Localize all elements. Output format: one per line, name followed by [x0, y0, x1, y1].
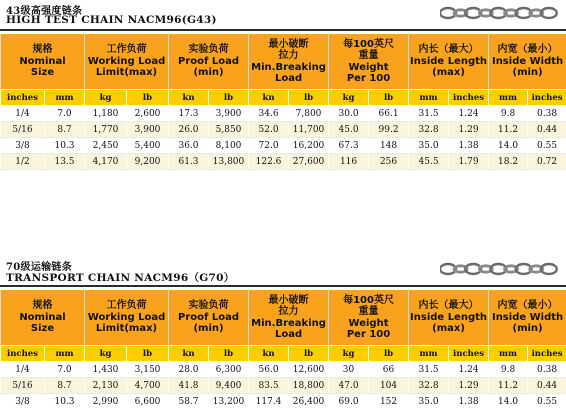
- table-cell: 1.79: [449, 154, 489, 170]
- header-min-breaking-load: 最小破断 拉力 Min.Breaking Load: [249, 34, 329, 90]
- table-cell: 3,900: [209, 106, 249, 122]
- table-cell: 3/8: [1, 138, 45, 154]
- table-cell: 5/16: [1, 378, 45, 394]
- table-cell: 8.7: [45, 122, 85, 138]
- table-cell: 1.24: [449, 106, 489, 122]
- table-cell: 5/16: [1, 122, 45, 138]
- table-cell: 2,130: [85, 378, 127, 394]
- g70-header-row: [1, 290, 566, 346]
- table-cell: 0.55: [528, 138, 566, 154]
- table-cell: 18.2: [489, 154, 528, 170]
- table-cell: 1.38: [449, 138, 489, 154]
- table-cell: 116: [329, 154, 369, 170]
- table-cell: 14.0: [489, 138, 528, 154]
- table-cell: 0.38: [528, 362, 566, 378]
- table-cell: 26,400: [289, 394, 329, 408]
- g70-title-english: TRANSPORT CHAIN NACM96（G70）: [6, 272, 235, 284]
- table-cell: 67.3: [329, 138, 369, 154]
- table-cell: 7.0: [45, 106, 85, 122]
- table-cell: 10.3: [45, 394, 85, 408]
- table-cell: 2,600: [127, 106, 169, 122]
- table-cell: 36.0: [169, 138, 209, 154]
- chain-links-icon: [440, 3, 558, 23]
- header-inside-length: 内长（最大） Inside Length (max): [409, 290, 489, 346]
- unit-cell: lb: [209, 90, 249, 106]
- g70-spec-table: [0, 289, 566, 408]
- g70-title-chinese: 70级运输链条: [6, 262, 73, 273]
- table-cell: 1,430: [85, 362, 127, 378]
- table-cell: 2,450: [85, 138, 127, 154]
- table-cell: 7,800: [289, 106, 329, 122]
- table-cell: 31.5: [409, 362, 449, 378]
- table-cell: 8.7: [45, 378, 85, 394]
- table-cell: 13.5: [45, 154, 85, 170]
- g70-title-rule: [0, 285, 566, 287]
- unit-cell: inches: [1, 90, 45, 106]
- unit-cell: mm: [489, 346, 528, 362]
- header-proof-load: 实验负荷 Proof Load (min): [169, 34, 249, 90]
- table-cell: 13,800: [209, 154, 249, 170]
- table-cell: 83.5: [249, 378, 289, 394]
- g43-title-chinese: 43级高强度链条: [6, 6, 83, 17]
- table-cell: 99.2: [369, 122, 409, 138]
- chain-links-icon: [440, 259, 558, 279]
- table-cell: 17.3: [169, 106, 209, 122]
- table-cell: 3,150: [127, 362, 169, 378]
- table-cell: 122.6: [249, 154, 289, 170]
- header-min-breaking-load: 最小破断 拉力 Min.Breaking Load: [249, 290, 329, 346]
- table-cell: 1.29: [449, 378, 489, 394]
- g43-units-row: [1, 90, 566, 106]
- g43-title-rule: [0, 29, 566, 31]
- table-cell: 11,700: [289, 122, 329, 138]
- unit-cell: lb: [209, 346, 249, 362]
- table-cell: 18,800: [289, 378, 329, 394]
- table-cell: 5,400: [127, 138, 169, 154]
- table-cell: 28.0: [169, 362, 209, 378]
- header-nominal-size: 规格 Nominal Size: [1, 290, 85, 346]
- header-proof-load: 实验负荷 Proof Load (min): [169, 290, 249, 346]
- unit-cell: lb: [369, 90, 409, 106]
- table-cell: 1/2: [1, 154, 45, 170]
- table-cell: 4,700: [127, 378, 169, 394]
- unit-cell: mm: [489, 90, 528, 106]
- table-cell: 6,300: [209, 362, 249, 378]
- unit-cell: lb: [289, 90, 329, 106]
- table-cell: 2,990: [85, 394, 127, 408]
- table-cell: 45.5: [409, 154, 449, 170]
- table-cell: 32.8: [409, 122, 449, 138]
- table-cell: 9.8: [489, 362, 528, 378]
- g43-header-row: [1, 34, 566, 90]
- unit-cell: kg: [85, 90, 127, 106]
- g43-spec-table: [0, 33, 566, 170]
- unit-cell: kn: [249, 90, 289, 106]
- unit-cell: lb: [127, 346, 169, 362]
- table-cell: 5,850: [209, 122, 249, 138]
- unit-cell: mm: [409, 90, 449, 106]
- table-row: [1, 378, 566, 394]
- table-cell: 256: [369, 154, 409, 170]
- table-cell: 35.0: [409, 138, 449, 154]
- table-cell: 52.0: [249, 122, 289, 138]
- table-cell: 58.7: [169, 394, 209, 408]
- unit-cell: lb: [289, 346, 329, 362]
- table-cell: 16,200: [289, 138, 329, 154]
- table-cell: 8,100: [209, 138, 249, 154]
- unit-cell: kg: [329, 90, 369, 106]
- table-cell: 66.1: [369, 106, 409, 122]
- header-working-load: 工作负荷 Working Load Limit(max): [85, 34, 169, 90]
- table-cell: 0.44: [528, 378, 566, 394]
- unit-cell: kg: [329, 346, 369, 362]
- table-cell: 1,180: [85, 106, 127, 122]
- table-cell: 9,200: [127, 154, 169, 170]
- unit-cell: inches: [528, 90, 566, 106]
- table-cell: 12,600: [289, 362, 329, 378]
- table-row: [1, 106, 566, 122]
- table-cell: 0.44: [528, 122, 566, 138]
- table-cell: 1.38: [449, 394, 489, 408]
- header-weight: 每100英尺 重量 Weight Per 100: [329, 34, 409, 90]
- table-cell: 34.6: [249, 106, 289, 122]
- unit-cell: inches: [528, 346, 566, 362]
- table-cell: 3/8: [1, 394, 45, 408]
- table-cell: 11.2: [489, 378, 528, 394]
- table-cell: 117.4: [249, 394, 289, 408]
- table-cell: 11.2: [489, 122, 528, 138]
- table-cell: 32.8: [409, 378, 449, 394]
- table-cell: 27,600: [289, 154, 329, 170]
- table-cell: 30: [329, 362, 369, 378]
- unit-cell: lb: [369, 346, 409, 362]
- table-cell: 9.8: [489, 106, 528, 122]
- table-cell: 13,200: [209, 394, 249, 408]
- unit-cell: kn: [169, 90, 209, 106]
- unit-cell: kn: [169, 346, 209, 362]
- header-inside-width: 内宽（最小） Inside Width (min): [489, 290, 566, 346]
- table-cell: 148: [369, 138, 409, 154]
- table-cell: 10.3: [45, 138, 85, 154]
- unit-cell: kg: [85, 346, 127, 362]
- header-nominal-size: 规格 Nominal Size: [1, 34, 85, 90]
- table-cell: 35.0: [409, 394, 449, 408]
- g43-title-english: HIGH TEST CHAIN NACM96(G43): [6, 14, 217, 26]
- table-row: [1, 122, 566, 138]
- unit-cell: mm: [45, 90, 85, 106]
- table-cell: 1/4: [1, 362, 45, 378]
- table-cell: 1/4: [1, 106, 45, 122]
- table-cell: 152: [369, 394, 409, 408]
- table-cell: 56.0: [249, 362, 289, 378]
- table-cell: 0.55: [528, 394, 566, 408]
- table-cell: 69.0: [329, 394, 369, 408]
- table-row: [1, 394, 566, 408]
- unit-cell: mm: [45, 346, 85, 362]
- table-cell: 104: [369, 378, 409, 394]
- table-row: [1, 154, 566, 170]
- table-cell: 31.5: [409, 106, 449, 122]
- table-cell: 66: [369, 362, 409, 378]
- g70-units-row: [1, 346, 566, 362]
- table-cell: 0.72: [528, 154, 566, 170]
- table-cell: 9,400: [209, 378, 249, 394]
- table-cell: 26.0: [169, 122, 209, 138]
- table-row: [1, 138, 566, 154]
- unit-cell: mm: [409, 346, 449, 362]
- table-cell: 3,900: [127, 122, 169, 138]
- header-working-load: 工作负荷 Working Load Limit(max): [85, 290, 169, 346]
- table-cell: 1.29: [449, 122, 489, 138]
- table-cell: 6,600: [127, 394, 169, 408]
- g43-table-body: [1, 106, 566, 170]
- table-cell: 72.0: [249, 138, 289, 154]
- unit-cell: kn: [249, 346, 289, 362]
- header-inside-width: 内宽（最小） Inside Width (min): [489, 34, 566, 90]
- unit-cell: inches: [1, 346, 45, 362]
- unit-cell: inches: [449, 90, 489, 106]
- table-cell: 41.8: [169, 378, 209, 394]
- table-cell: 1.24: [449, 362, 489, 378]
- header-weight: 每100英尺 重量 Weight Per 100: [329, 290, 409, 346]
- table-cell: 30.0: [329, 106, 369, 122]
- table-cell: 14.0: [489, 394, 528, 408]
- table-cell: 47.0: [329, 378, 369, 394]
- header-inside-length: 内长（最大） Inside Length (max): [409, 34, 489, 90]
- table-cell: 45.0: [329, 122, 369, 138]
- table-cell: 61.3: [169, 154, 209, 170]
- table-cell: 4,170: [85, 154, 127, 170]
- table-cell: 0.38: [528, 106, 566, 122]
- table-cell: 7.0: [45, 362, 85, 378]
- unit-cell: inches: [449, 346, 489, 362]
- table-row: [1, 362, 566, 378]
- table-cell: 1,770: [85, 122, 127, 138]
- g70-table-body: [1, 362, 566, 408]
- unit-cell: lb: [127, 90, 169, 106]
